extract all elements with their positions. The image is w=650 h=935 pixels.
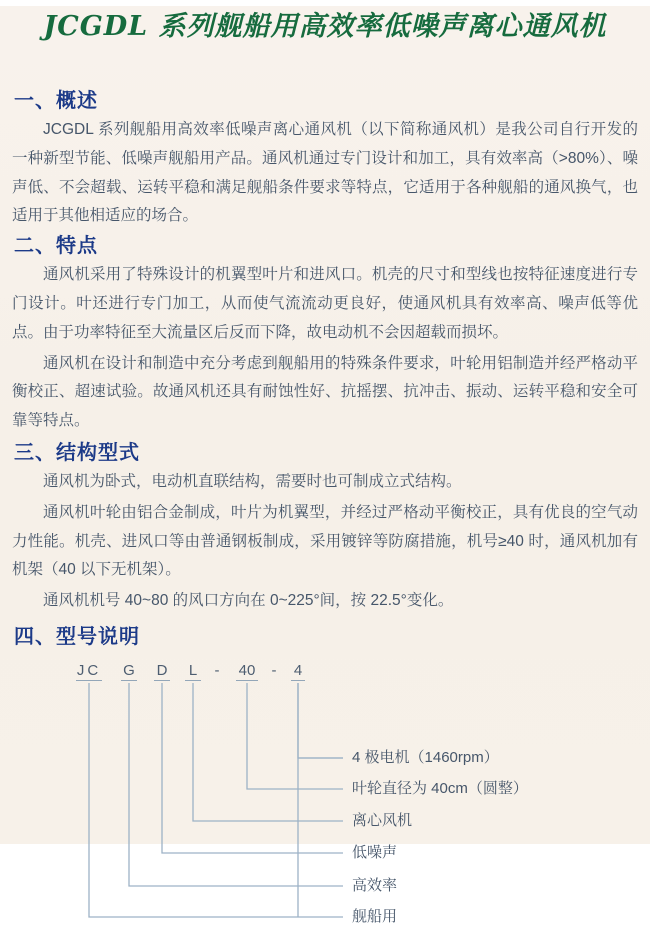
section-heading-overview: 一、概述 <box>14 90 98 112</box>
paragraph-features-2: 通风机在设计和制造中充分考虑到舰船用的特殊条件要求，叶轮用铝制造并经严格动平衡校正、超速试验。故通风机还具有耐蚀性好、抗摇摆、抗冲击、振动、运转平稳和安全可靠等特点。 <box>12 354 638 430</box>
section-heading-structure: 三、结构型式 <box>14 441 140 464</box>
paragraph-structure-2: 通风机叶轮由铝合金制成，叶片为机翼型，并经过严格动平衡校正，具有优良的空气动力性能。机壳、进风口等由普通钢板制成，采用镀锌等防腐措施，机号≥40 时，通风机加有机架（40 以下无机架）。 <box>12 503 638 579</box>
diagram-label-high-efficiency: 高效率 <box>352 876 398 894</box>
model-code-part-40: 40 <box>236 661 258 681</box>
paragraph-overview: JCGDL 系列舰船用高效率低噪声离心通风机（以下简称通风机）是我公司自行开发的一种新型节能、低噪声舰船用产品。通风机通过专门设计和加工，具有效率高（>80%）、噪声低、不会超载、运转平稳和满足舰船条件要求等特点，它适用于各种舰船的通风换气，也适用于其他相适应的场合。 <box>12 121 638 225</box>
diagram-label-centrifugal-fan: 离心风机 <box>352 811 413 829</box>
model-number-diagram <box>0 650 650 935</box>
paragraph-features-1: 通风机采用了特殊设计的机翼型叶片和进风口。机壳的尺寸和型线也按特征速度进行专门设计。叶还进行专门加工，从而使气流流动更良好，使通风机具有效率高、噪声低等优点。由于功率特征至大流量区后反而下降，故电动机不会因超载而损坏。 <box>12 266 638 341</box>
model-code-dash-1: - <box>214 661 220 679</box>
model-code-part-4: 4 <box>291 661 305 681</box>
model-code-part-d: D <box>154 661 170 681</box>
section-heading-model: 四、型号说明 <box>14 625 140 648</box>
document-page <box>0 6 650 925</box>
paragraph-structure-3: 通风机机号 40~80 的风口方向在 0~225°间，按 22.5°变化。 <box>43 592 454 610</box>
diagram-label-motor-poles: 4 极电机（1460rpm） <box>352 748 499 766</box>
model-code-part-jc: JC <box>76 661 102 679</box>
section-heading-features: 二、特点 <box>14 235 98 258</box>
model-code-part-l: L <box>185 661 201 681</box>
diagram-label-marine-use: 舰船用 <box>352 907 398 925</box>
page-title: JCGDL 系列舰船用高效率低噪声离心通风机 <box>43 11 607 42</box>
connector-lines <box>0 650 650 935</box>
model-code-part-g: G <box>121 661 137 681</box>
diagram-label-low-noise: 低噪声 <box>352 843 398 861</box>
diagram-label-impeller-diameter: 叶轮直径为 40cm（圆整） <box>352 779 528 797</box>
paragraph-structure-1: 通风机为卧式，电动机直联结构，需要时也可制成立式结构。 <box>43 472 462 490</box>
model-code-dash-2: - <box>271 661 277 679</box>
